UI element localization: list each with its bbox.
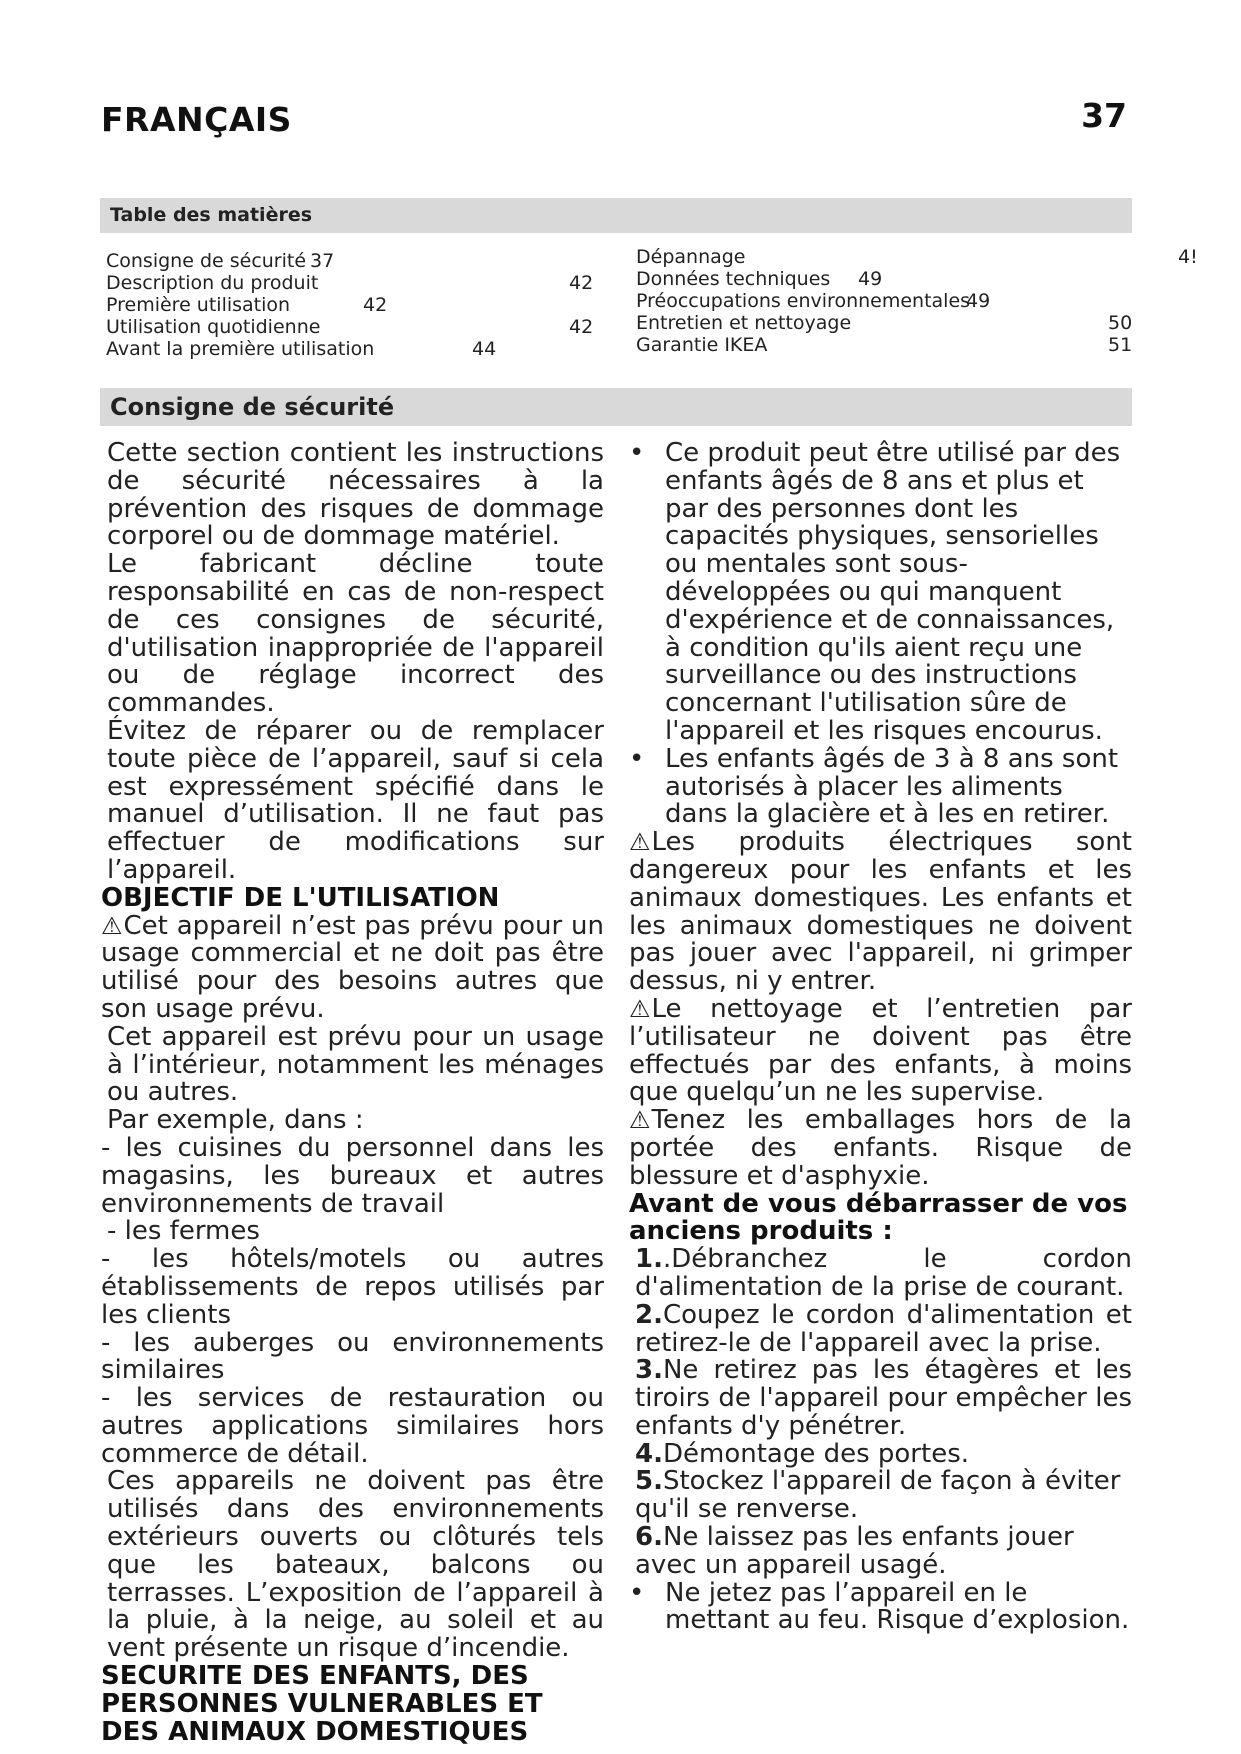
bullet-icon: • — [629, 743, 645, 774]
outdoor-paragraph: Ces appareils ne doivent pas être utilisés dans des environnements extérieurs ouverts ou clôturés tels que les bateaux, balcons ou terrasses. L’exposition de l’appareil à la pluie, à la neige, au soleil et au vent présente un risque d’incendie. — [107, 1466, 604, 1664]
example-item: - les fermes — [107, 1216, 260, 1247]
toc-left-2-page: 42 — [569, 272, 594, 294]
disposal-step: 6.Ne laissez pas les enfants jouer avec un appareil usagé. — [635, 1522, 1074, 1580]
header-language: FRANÇAIS — [101, 100, 292, 139]
toc-right-3-label[interactable]: Préoccupations environnementales — [636, 290, 971, 312]
toc-left-4-page: 42 — [569, 316, 594, 338]
left-column — [101, 440, 604, 1746]
toc-left-1-page: 37 — [310, 250, 335, 272]
toc-left-3-page: 42 — [363, 294, 388, 316]
toc-left-5-page: 44 — [472, 338, 497, 360]
disposal-step: 5.Stockez l'appareil de façon à éviter qu'il se renverse. — [635, 1466, 1121, 1525]
bullet-icon: • — [629, 1577, 645, 1608]
page-number: 37 — [1081, 96, 1127, 135]
intro-paragraph: Cette section contient les instructions de sécurité nécessaires à la prévention des risques de dommage corporel ou de dommage matériel. — [107, 438, 604, 552]
disposal-step: 3.Ne retirez pas les étagères et les tiroirs de l'appareil pour empêcher les enfants d'y pénétrer. — [635, 1355, 1132, 1441]
bullet-item: • Les enfants âgés de 3 à 8 ans sont autorisés à placer les aliments dans la glacière et à les en retirer. — [629, 743, 1119, 830]
indoor-paragraph: Cet appareil est prévu pour un usage à l’intérieur, notamment les ménages ou autres. — [107, 1021, 604, 1108]
toc-right-3-page: 49 — [966, 290, 991, 312]
manufacturer-paragraph: Le fabricant décline toute responsabilité en cas de non-respect de ces consignes de sécurité, d'utilisation inappropriée de l'appareil ou de réglage incorrect des commandes. — [107, 549, 604, 719]
example-intro: Par exemple, dans : — [107, 1105, 364, 1136]
cleaning-warning: ⚠Le nettoyage et l’entretien par l’utilisateur ne doivent pas être effectués par des enfants, à moins que quelqu’un ne les supervise. — [629, 993, 1132, 1108]
toc-left-2-label[interactable]: Description du produit — [106, 272, 319, 294]
section-title-band: Consigne de sécurité — [100, 388, 1132, 426]
example-item: - les cuisines du personnel dans les magasins, les bureaux et autres environnements de travail — [101, 1132, 604, 1219]
toc-right-5-page: 51 — [1108, 334, 1133, 356]
toc-right-2-page: 49 — [858, 268, 883, 290]
bullet-item: • Ce produit peut être utilisé par des enfants âgés de 8 ans et plus et par des personnes dont les capacités physiques, sensorielles ou mentales sont sous-développées ou qui manquent d'expérience et de connaissances, à condition qu'ils aient reçu une surveillance ou des instructions concernant l'utilisation sûre de l'appareil et les risques encourus. — [629, 438, 1121, 746]
bullet-item: • Ne jetez pas l’appareil en le mettant au feu. Risque d’explosion. — [629, 1577, 1130, 1636]
warning-icon: ⚠ — [101, 911, 123, 940]
disposal-step: 2.Coupez le cordon d'alimentation et retirez-le de l'appareil avec la prise. — [635, 1299, 1132, 1358]
toc-left-3-label[interactable]: Première utilisation — [106, 294, 291, 316]
example-item: - les hôtels/motels ou autres établissements de repos utilisés par les clients — [101, 1244, 604, 1330]
repair-paragraph: Évitez de réparer ou de remplacer toute pièce de l’appareil, sauf si cela est expressément spécifié dans le manuel d’utilisation. Il ne faut pas effectuer de modifications sur l’appareil. — [107, 715, 604, 885]
warning-icon: ⚠ — [629, 994, 651, 1023]
warning-icon: ⚠ — [629, 828, 651, 857]
example-item: - les auberges ou environnements similaires — [101, 1327, 604, 1386]
heading-purpose: OBJECTIF DE L'UTILISATION — [101, 882, 500, 913]
toc-left-1-label[interactable]: Consigne de sécurité — [106, 250, 307, 272]
toc-right-2-label[interactable]: Données techniques — [636, 268, 831, 290]
toc-band: Table des matières — [100, 198, 1132, 233]
packaging-warning: ⚠Tenez les emballages hors de la portée des enfants. Risque de blessure et d'asphyxie. — [629, 1105, 1132, 1191]
toc-right-1-label[interactable]: Dépannage — [636, 246, 746, 268]
toc-right-4-page: 50 — [1108, 312, 1133, 334]
toc-left-4-label[interactable]: Utilisation quotidienne — [106, 316, 321, 338]
warning-icon: ⚠ — [629, 1106, 651, 1135]
disposal-step: 1..Débranchez le cordon d'alimentation de la prise de courant. — [635, 1244, 1132, 1302]
toc-right-1-page: 4! — [1178, 246, 1198, 268]
bullet-icon: • — [629, 438, 645, 468]
disposal-step: 4.Démontage des portes. — [635, 1438, 970, 1469]
toc-right-5-label[interactable]: Garantie IKEA — [636, 334, 768, 356]
toc-right-4-label[interactable]: Entretien et nettoyage — [636, 312, 852, 334]
toc-left-5-label[interactable]: Avant la première utilisation — [106, 338, 375, 360]
commercial-warning: ⚠Cet appareil n’est pas prévu pour un usage commercial et ne doit pas être utilisé pour des besoins autres que son usage prévu. — [101, 910, 604, 1024]
right-column — [629, 440, 1132, 1635]
heading-disposal: Avant de vous débarrasser de vos anciens produits : — [629, 1188, 1128, 1247]
electrical-warning: ⚠Les produits électriques sont dangereux pour les enfants et les animaux domestiques. Les enfants et les animaux domestiques ne doivent pas jouer avec l'appareil, ni grimper dessus, ni y entrer. — [629, 827, 1132, 997]
heading-children-safety: SECURITE DES ENFANTS, DES PERSONNES VULNERABLES ET DES ANIMAUX DOMESTIQUES — [101, 1661, 543, 1747]
example-item: - les services de restauration ou autres applications similaires hors commerce de détail. — [101, 1383, 604, 1469]
